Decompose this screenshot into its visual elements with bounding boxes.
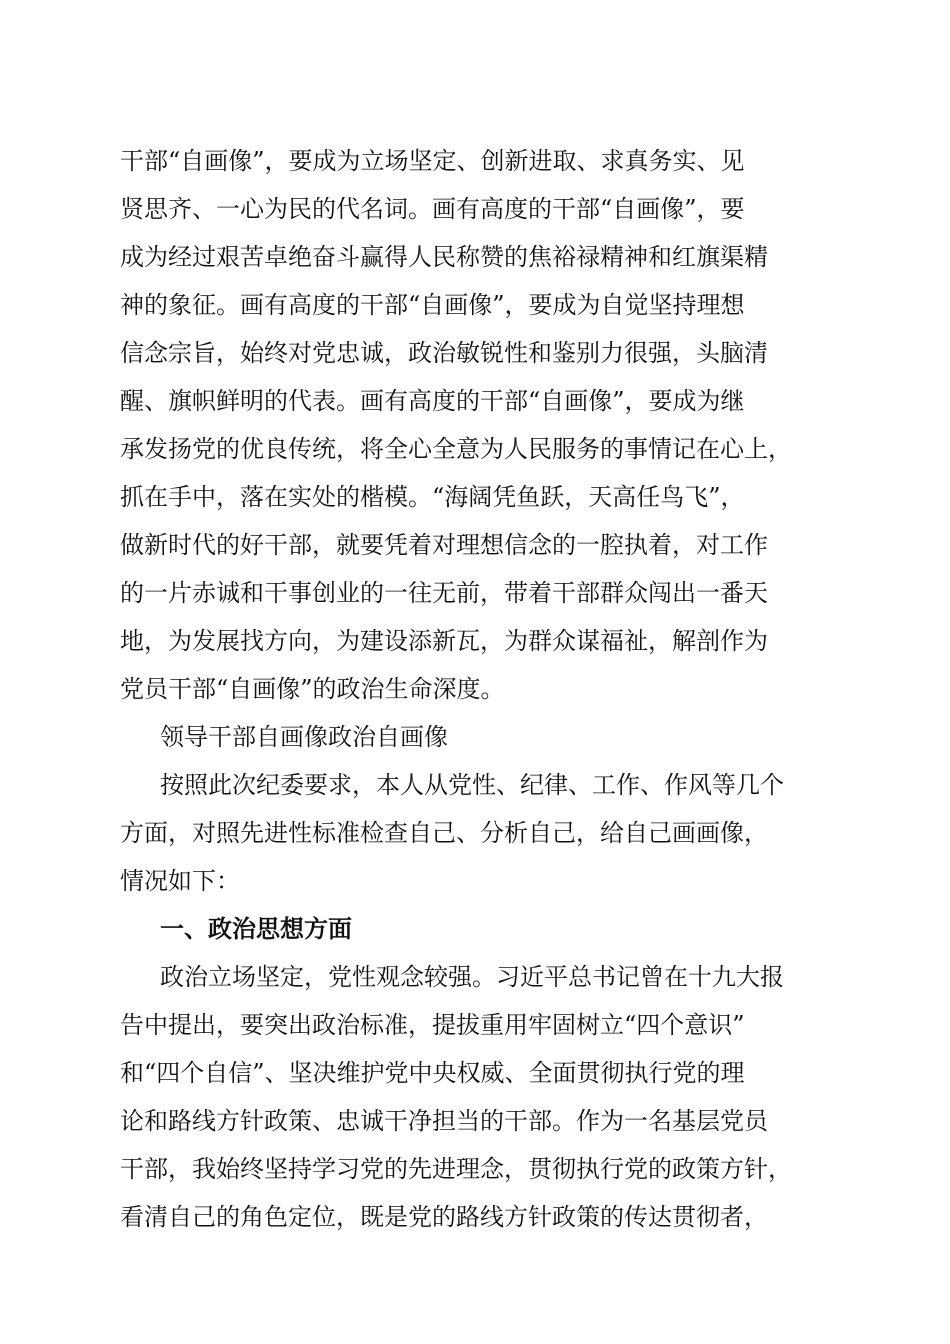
text-line: 看清自己的角色定位，既是党的路线方针政策的传达贯彻者，: [120, 1203, 768, 1231]
text-line: 做新时代的好干部，就要凭着对理想信念的一腔执着，对工作: [120, 531, 768, 559]
section-heading: 一、政治思想方面: [160, 915, 352, 943]
text-line: 贤思齐、一心为民的代名词。画有高度的干部“自画像”，要: [120, 195, 745, 223]
text-line: 干部“自画像”，要成为立场坚定、创新进取、求真务实、见: [120, 147, 745, 175]
text-line: 论和路线方针政策、忠诚干净担当的干部。作为一名基层党员: [120, 1107, 768, 1135]
text-line: 情况如下：: [120, 867, 240, 895]
text-line: 告中提出，要突出政治标准，提拔重用牢固树立“四个意识”: [120, 1011, 745, 1039]
subtitle: 领导干部自画像政治自画像: [160, 723, 448, 751]
text-line: 和“四个自信”、坚决维护党中央权威、全面贯彻执行党的理: [120, 1059, 745, 1087]
text-line: 承发扬党的优良传统，将全心全意为人民服务的事情记在心上，: [120, 435, 792, 463]
text-line: 按照此次纪委要求，本人从党性、纪律、工作、作风等几个: [160, 771, 784, 799]
text-line: 干部，我始终坚持学习党的先进理念，贯彻执行党的政策方针，: [120, 1155, 792, 1183]
text-line: 地，为发展找方向，为建设添新瓦，为群众谋福祉，解剖作为: [120, 627, 768, 655]
text-line: 的一片赤诚和干事创业的一往无前，带着干部群众闯出一番天: [120, 579, 768, 607]
text-line: 信念宗旨，始终对党忠诚，政治敏锐性和鉴别力很强，头脑清: [120, 339, 768, 367]
text-line: 党员干部“自画像”的政治生命深度。: [120, 675, 505, 703]
text-line: 醒、旗帜鲜明的代表。画有高度的干部“自画像”，要成为继: [120, 387, 745, 415]
text-line: 政治立场坚定，党性观念较强。习近平总书记曾在十九大报: [160, 963, 784, 991]
text-line: 神的象征。画有高度的干部“自画像”，要成为自觉坚持理想: [120, 291, 745, 319]
text-line: 方面，对照先进性标准检查自己、分析自己，给自己画画像，: [120, 819, 768, 847]
text-line: 成为经过艰苦卓绝奋斗赢得人民称赞的焦裕禄精神和红旗渠精: [120, 243, 768, 271]
text-line: 抓在手中，落在实处的楷模。“海阔凭鱼跃，天高任鸟飞”，: [120, 483, 745, 511]
